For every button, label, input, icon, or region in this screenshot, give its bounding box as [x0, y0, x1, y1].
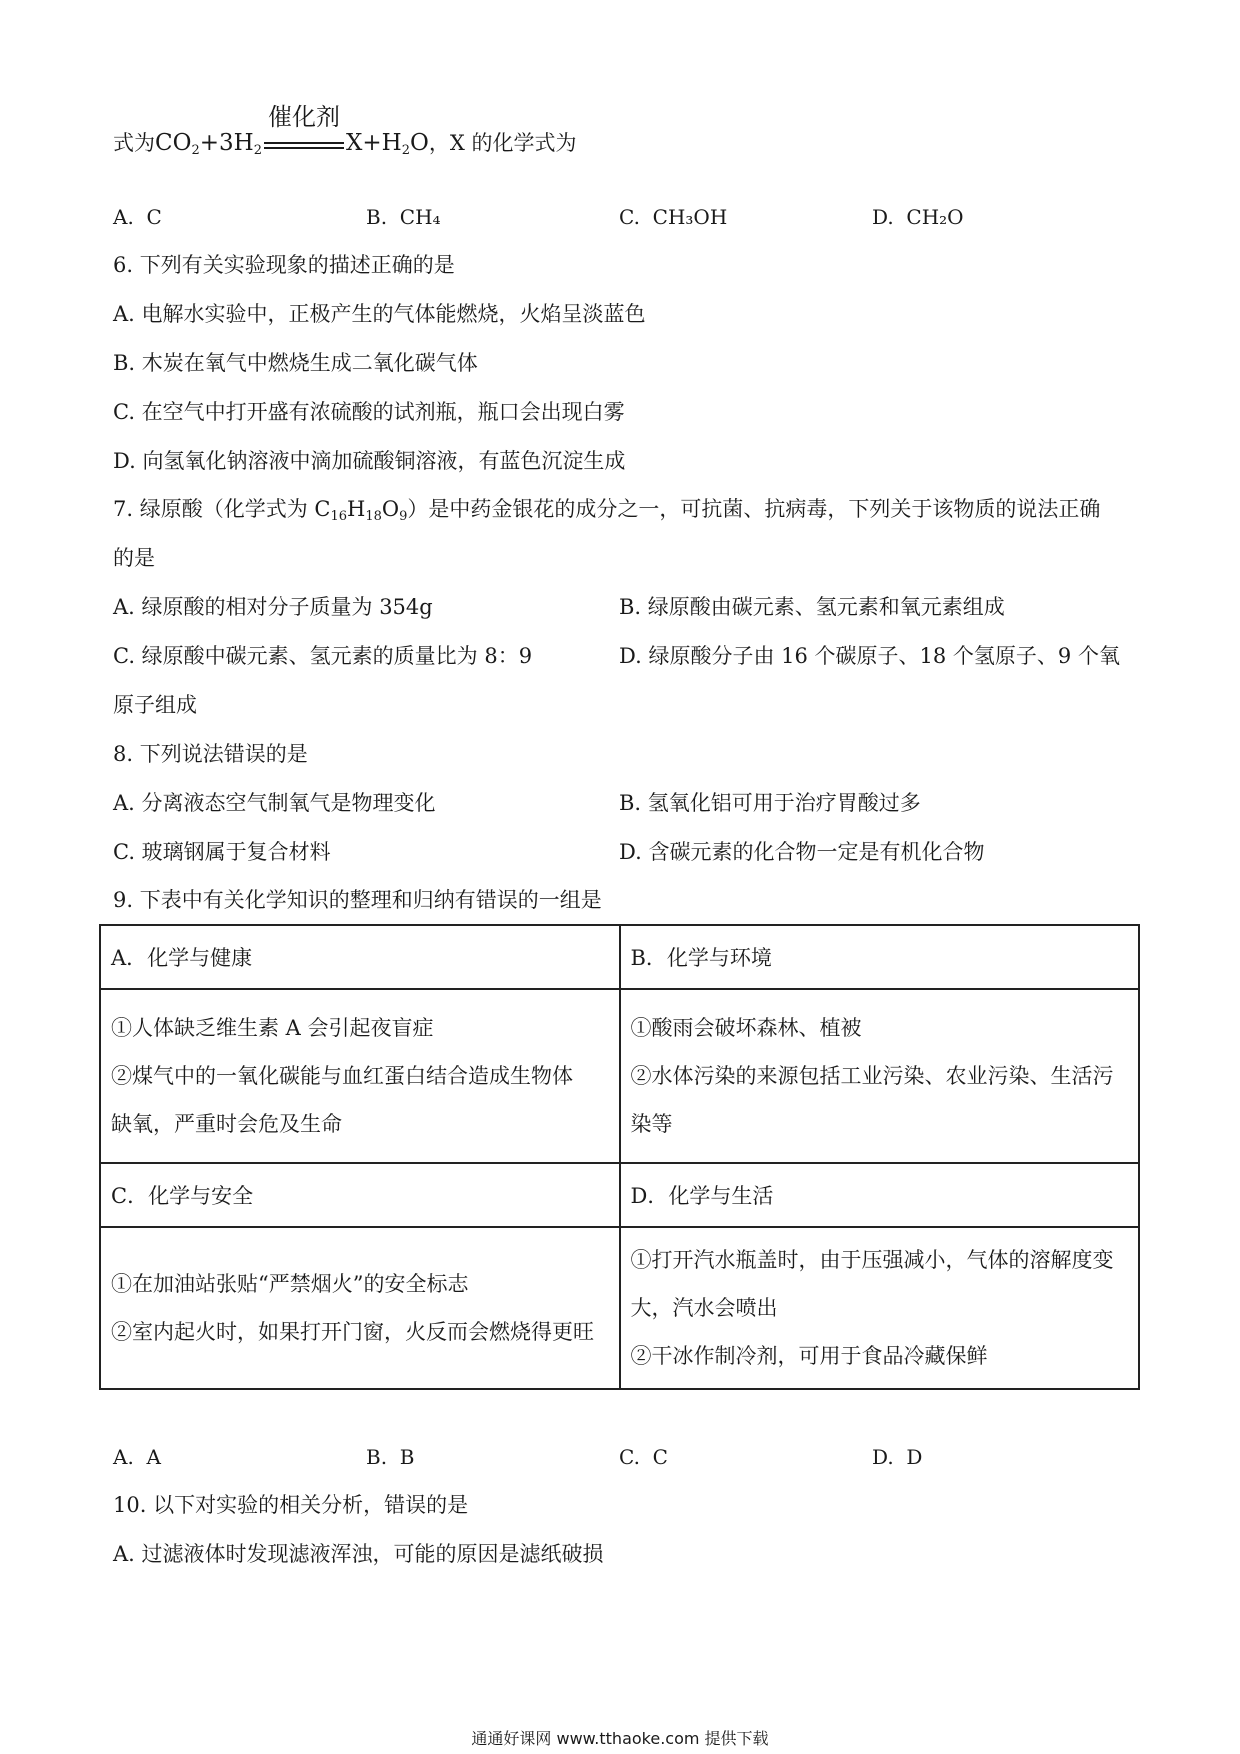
q7-option-c: C. 绿原酸中碳元素、氢元素的质量比为 8：9 [113, 644, 533, 668]
table-cell-a: ①人体缺乏维生素 A 会引起夜盲症 ②煤气中的一氧化碳能与血红蛋白结合造成生物体 缺氧，严重时会危及生命 [100, 989, 620, 1163]
q9-option-a: A. A [113, 1445, 161, 1469]
q9-stem: 9. 下表中有关化学知识的整理和归纳有错误的一组是 [113, 888, 602, 912]
q8-option-c: C. 玻璃钢属于复合材料 [113, 840, 331, 864]
q5-products: $X+H_2O$ [346, 130, 429, 158]
knowledge-table [99, 924, 1140, 1390]
q5-option-b: B. CH₄ [366, 205, 441, 229]
catalyst-label: 催化剂 [268, 102, 340, 131]
q6-option-b: B. 木炭在氧气中燃烧生成二氧化碳气体 [113, 351, 478, 375]
q7-stem: 7. 绿原酸（化学式为 $C_{16}H_{18}O_9$）是中药金银花的成分之一，可抗菌、抗病毒，下列关于该物质的说法正确 [113, 497, 1101, 524]
q7-option-a: A. 绿原酸的相对分子质量为 354g [113, 595, 433, 619]
q8-option-b: B. 氢氧化铝可用于治疗胃酸过多 [619, 791, 921, 815]
page-footer: 通通好课网 www.tthaoke.com 提供下载 [471, 1729, 769, 1748]
q6-stem: 6. 下列有关实验现象的描述正确的是 [113, 253, 455, 277]
q5-prefix: 式为 [113, 131, 155, 155]
q10-option-a: A. 过滤液体时发现滤液浑浊，可能的原因是滤纸破损 [113, 1542, 604, 1566]
table-head-c: C．化学与安全 [100, 1163, 620, 1227]
q9-option-c: C. C [619, 1445, 668, 1469]
q7-stem-cont: 的是 [113, 546, 155, 570]
q6-option-c: C. 在空气中打开盛有浓硫酸的试剂瓶，瓶口会出现白雾 [113, 400, 625, 424]
q9-option-b: B. B [366, 1445, 415, 1469]
q5-reactants: $CO_2+3H_2$ [155, 130, 262, 158]
q7-option-d: D. 绿原酸分子由 16 个碳原子、18 个氢原子、9 个氧 [619, 644, 1120, 668]
q7-option-d-cont: 原子组成 [113, 693, 197, 717]
table-head-d: D．化学与生活 [620, 1163, 1140, 1227]
q6-option-d: D. 向氢氧化钠溶液中滴加硫酸铜溶液，有蓝色沉淀生成 [113, 449, 626, 473]
q5-option-d: D. CH₂O [872, 205, 964, 229]
catalyst-arrow [264, 102, 344, 160]
table-head-a: A．化学与健康 [100, 925, 620, 989]
q9-option-d: D. D [872, 1445, 923, 1469]
q5-suffix: ，X 的化学式为 [428, 131, 577, 155]
q10-stem: 10. 以下对实验的相关分析，错误的是 [113, 1493, 469, 1517]
table-cell-b: ①酸雨会破坏森林、植被 ②水体污染的来源包括工业污染、农业污染、生活污 染等 [620, 989, 1140, 1163]
q5-option-a: A. C [113, 205, 162, 229]
table-cell-d: ①打开汽水瓶盖时，由于压强减小，气体的溶解度变 大，汽水会喷出 ②干冰作制冷剂，可用于食品冷藏保鲜 [620, 1227, 1140, 1389]
q8-option-a: A. 分离液态空气制氧气是物理变化 [113, 791, 436, 815]
q8-option-d: D. 含碳元素的化合物一定是有机化合物 [619, 840, 985, 864]
q7-option-b: B. 绿原酸由碳元素、氢元素和氧元素组成 [619, 595, 1005, 619]
q5-equation-line [113, 102, 577, 160]
q5-option-c: C. CH₃OH [619, 205, 728, 229]
table-cell-c: ①在加油站张贴“严禁烟火”的安全标志 ②室内起火时，如果打开门窗，火反而会燃烧得更旺 [100, 1227, 620, 1389]
q6-option-a: A. 电解水实验中，正极产生的气体能燃烧，火焰呈淡蓝色 [113, 302, 646, 326]
q8-stem: 8. 下列说法错误的是 [113, 742, 308, 766]
table-head-b: B．化学与环境 [620, 925, 1140, 989]
